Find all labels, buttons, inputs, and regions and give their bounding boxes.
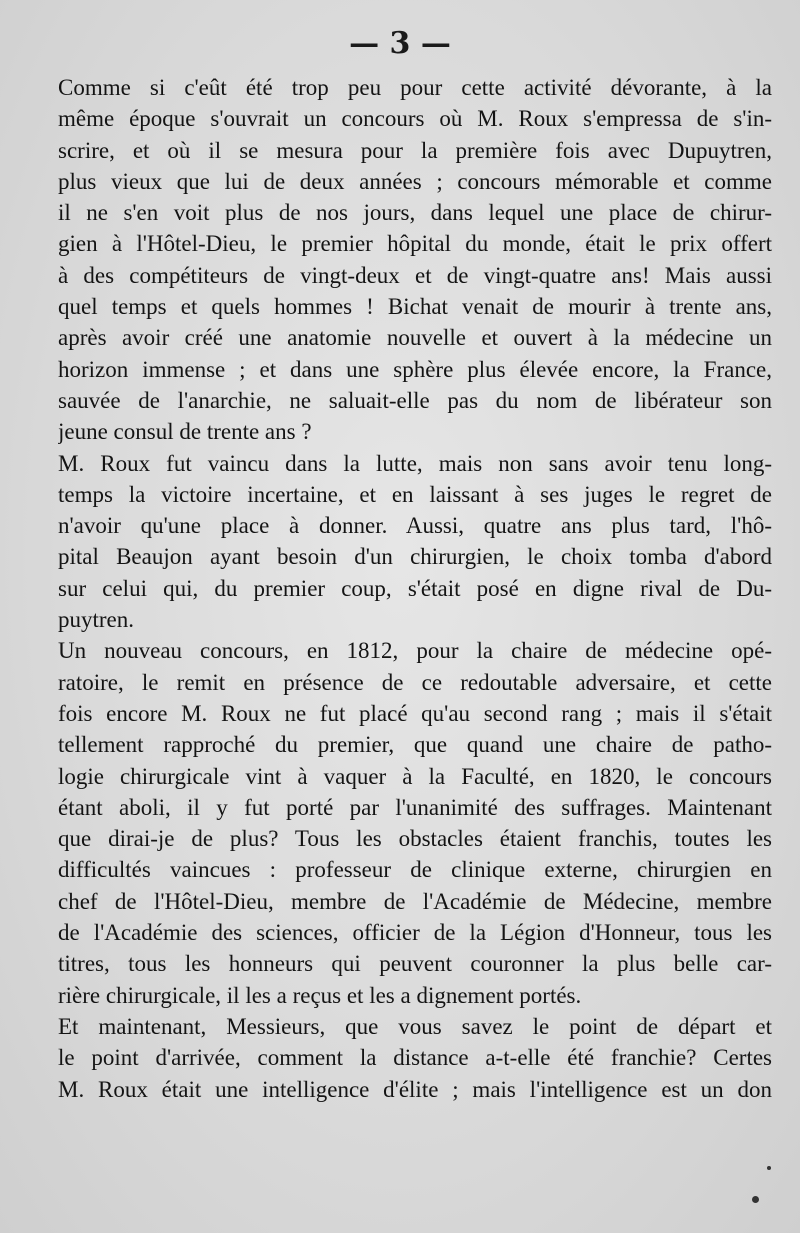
text-line: gien à l'Hôtel-Dieu, le premier hôpital du monde, était le prix offert [58,231,772,257]
text-line: logie chirurgicale vint à vaquer à la Faculté, en 1820, le concours [58,763,772,789]
text-line: M. Roux fut vaincu dans la lutte, mais non sans avoir tenu long- [58,450,772,476]
text-line: M. Roux était une intelligence d'élite ; mais l'intelligence est un don [58,1076,772,1102]
text-line: titres, tous les honneurs qui peuvent couronner la plus belle car- [58,951,772,977]
text-line: difficultés vaincues : professeur de clinique externe, chirurgien en [58,857,772,883]
page-number: — 3 — [349,26,451,61]
text-line: Comme si c'eût été trop peu pour cette activité dévorante, à la [58,75,772,100]
text-line: quel temps et quels hommes ! Bichat venait de mourir à trente ans, [58,294,772,320]
text-line: sauvée de l'anarchie, ne saluait-elle pas du nom de libérateur son [58,387,772,413]
text-line: il ne s'en voit plus de nos jours, dans lequel une place de chirur- [58,200,772,226]
text-line: scrire, et où il se mesura pour la première fois avec Dupuytren, [58,137,772,163]
ink-speck [767,1166,771,1170]
text-line: sur celui qui, du premier coup, s'était posé en digne rival de Du- [58,575,772,601]
paragraph-3 [58,635,772,1011]
text-line: après avoir créé une anatomie nouvelle et ouvert à la médecine un [58,325,772,351]
text-line: puytren. [58,607,135,633]
text-line: jeune consul de trente ans ? [58,419,312,445]
ink-speck [752,1196,759,1203]
text-line: de l'Académie des sciences, officier de la Légion d'Honneur, tous les [58,920,772,946]
body-text [58,72,772,1105]
paragraph-2 [58,448,772,636]
paragraph-1 [58,72,772,448]
paragraph-4 [58,1011,772,1105]
text-line: à des compétiteurs de vingt-deux et de vingt-quatre ans! Mais aussi [58,262,772,288]
text-line: rière chirurgicale, il les a reçus et les a dignement portés. [58,982,582,1008]
text-line: ratoire, le remit en présence de ce redoutable adversaire, et cette [58,669,772,695]
text-line: le point d'arrivée, comment la distance a-t-elle été franchie? Certes [58,1045,772,1071]
text-line: n'avoir qu'une place à donner. Aussi, quatre ans plus tard, l'hô- [58,513,772,539]
text-line: étant aboli, il y fut porté par l'unanimité des suffrages. Maintenant [58,794,772,820]
text-line: fois encore M. Roux ne fut placé qu'au second rang ; mais il s'était [58,700,772,726]
text-line: pital Beaujon ayant besoin d'un chirurgien, le choix tomba d'abord [58,544,772,570]
text-line: Un nouveau concours, en 1812, pour la chaire de médecine opé- [58,638,772,664]
text-line: tellement rapproché du premier, que quand une chaire de patho- [58,732,772,758]
text-line: temps la victoire incertaine, et en laissant à ses juges le regret de [58,481,772,507]
text-line: même époque s'ouvrait un concours où M. Roux s'empressa de s'in- [58,106,772,132]
text-line: chef de l'Hôtel-Dieu, membre de l'Académie de Médecine, membre [58,888,772,914]
text-line: que dirai-je de plus? Tous les obstacles étaient franchis, toutes les [58,826,772,852]
text-line: horizon immense ; et dans une sphère plus élevée encore, la France, [58,356,772,382]
text-line: plus vieux que lui de deux années ; concours mémorable et comme [58,168,772,194]
text-line: Et maintenant, Messieurs, que vous savez le point de départ et [58,1013,772,1039]
